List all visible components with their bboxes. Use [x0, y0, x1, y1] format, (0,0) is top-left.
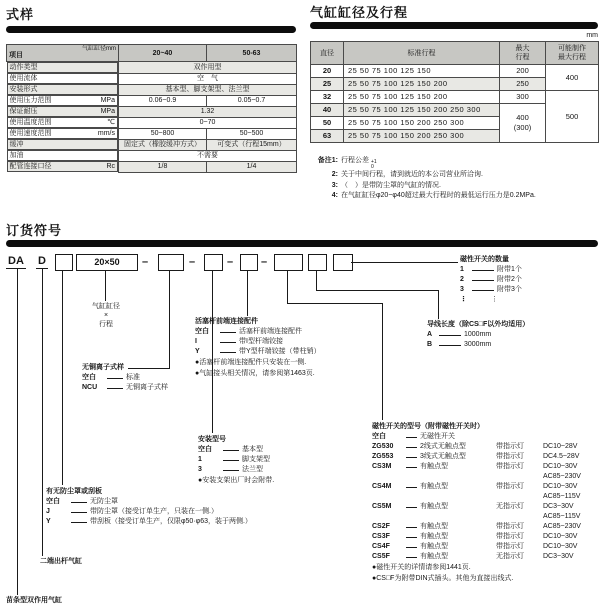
option-row: A 1000mm: [427, 331, 492, 338]
note-line: 4: 在气缸缸径φ20~φ40超过最大行程时的最低运行压力是0.2MPa.: [331, 192, 536, 199]
spec-table: [6, 44, 297, 173]
spec-diagonal-header-cell: [7, 45, 119, 62]
option-row: 1 附带1个: [460, 266, 522, 273]
bore-section-title: 气缸缸径及行程: [310, 5, 409, 20]
bore-strokes-cell: 25 50 75 100 150 200 250 300: [344, 130, 500, 143]
switch-model-note: ●磁性开关的详情请参阅1441页.: [372, 564, 471, 571]
mounting-title: 安装型号: [198, 436, 226, 443]
leader-line: [105, 271, 106, 301]
spec-header-item: 项目: [9, 52, 23, 59]
note-line: 3: （ ）是带防尘罩的气缸的情况.: [331, 181, 441, 189]
bore-dia-cell: 50: [311, 117, 344, 130]
leader-line: [438, 290, 439, 319]
bore-dia-cell: 32: [311, 91, 344, 104]
bore-strokes-cell: 25 50 75 100 125 150: [344, 65, 500, 78]
dust-cover-title: 有无防尘罩或刮板: [46, 488, 102, 495]
option-row: CS5F 有触点型 无指示灯 DC3~30V: [372, 553, 574, 560]
spec-value-cell: 0~70: [119, 117, 297, 128]
double-rod-label: 二端出杆气缸: [40, 558, 82, 565]
spec-header-bore: 气缸缸径mm: [82, 46, 116, 52]
spec-label-cell: 缓冲: [7, 139, 119, 150]
switch-qty-title: 磁性开关的数量: [460, 256, 509, 263]
bore-header-std: 标准行程: [344, 42, 500, 65]
bore-header-max: 最大 行程: [500, 42, 546, 65]
leader-line: [287, 303, 382, 304]
table-row: [7, 117, 297, 128]
option-row: B 3000mm: [427, 341, 492, 348]
spec-label-cell: 安装形式: [7, 84, 119, 95]
option-row: CS2F 有触点型 带指示灯 AC85~230V: [372, 523, 581, 530]
spec-title-bar: [6, 26, 296, 33]
option-row: 空白 基本型: [198, 446, 263, 453]
spec-value-cell: 1.32: [119, 106, 297, 117]
code-box-rod-end: [240, 254, 258, 271]
option-row: CS4F 有触点型 带指示灯 DC10~30V: [372, 543, 578, 550]
code-separator: –: [188, 256, 196, 268]
bore-header-dia: 直径: [311, 42, 344, 65]
spec-value-cell: 可变式（行程15mm）: [207, 139, 297, 150]
order-title-bar: [6, 240, 598, 247]
bore-max-cell: 250: [500, 78, 546, 91]
spec-label-cell: 保证耐压 MPa: [7, 106, 119, 117]
option-row: 3 法兰型: [198, 466, 263, 473]
ncu-block: [82, 363, 168, 393]
rod-end-block: [195, 317, 321, 379]
dust-cover-block: [46, 487, 252, 527]
slim-type-label: 苗条型双作用气缸: [6, 597, 62, 604]
option-row: CS5M 有触点型 无指示灯 DC3~30V AC85~115V: [372, 503, 581, 520]
bore-max-cell: 200: [500, 65, 546, 78]
spec-label-cell: 使用流体: [7, 73, 119, 84]
order-section-title: 订货符号: [6, 223, 63, 238]
spec-section-title: 式样: [6, 7, 35, 22]
note-line: 备注1: 行程公差 +1 0: [317, 157, 377, 170]
option-row: 空白 活塞杆前端连接配件: [195, 328, 302, 335]
mounting-block: [198, 435, 274, 486]
spec-value-cell: 不需要: [119, 150, 297, 161]
code-box-switch-qty: [333, 254, 353, 271]
bore-dia-cell: 25: [311, 78, 344, 91]
mounting-note: ●安装支架出厂时会附带.: [198, 477, 275, 484]
option-row: CS3M 有触点型 带指示灯 DC10~30V AC85~230V: [372, 463, 581, 480]
leader-line: [247, 271, 248, 316]
ncu-title: 无铜离子式样: [82, 364, 124, 371]
tolerance-stack: +1 0: [371, 159, 377, 170]
option-row: 空白 标准: [82, 374, 140, 381]
code-separator: –: [141, 256, 149, 268]
spec-label-cell: 配管连接口径 Rc: [7, 161, 119, 172]
bore-dia-cell: 63: [311, 130, 344, 143]
table-row: [311, 91, 599, 104]
table-row: [7, 128, 297, 139]
option-row: 空白 无磁性开关: [372, 433, 455, 440]
bore-title-bar: [310, 22, 598, 29]
table-row: [7, 84, 297, 95]
option-row: ZG530 2线式无触点型 带指示灯 DC10~28V: [372, 443, 578, 450]
code-box-dust: [55, 254, 73, 271]
switch-qty-block: [460, 255, 522, 305]
lead-wire-block: [427, 320, 529, 350]
leader-line: [382, 303, 383, 420]
leader-line: [316, 290, 438, 291]
spec-label-cell: 加油: [7, 150, 119, 161]
spec-header-col2: 50-63: [207, 45, 297, 62]
spec-label-cell: 使用温度范围 ℃: [7, 117, 119, 128]
option-row: ⋮ ⋮: [460, 296, 498, 303]
bore-strokes-cell: 25 50 75 100 125 150 200: [344, 78, 500, 91]
table-row: [7, 106, 297, 117]
option-row: CS3F 有触点型 带指示灯 DC10~30V: [372, 533, 578, 540]
spec-value-cell: 基本型、脚支架型、法兰型: [119, 84, 297, 95]
leader-line: [62, 271, 63, 485]
spec-value-cell: 固定式（橡胶缓冲方式）: [119, 139, 207, 150]
code-box-mounting: [204, 254, 223, 271]
note-line: 2: 关于中间行程，请到就近的本公司营业所洽询.: [331, 171, 483, 178]
table-row: [7, 73, 297, 84]
code-box-switch-model: [274, 254, 303, 271]
option-row: NCU 无铜离子式样: [82, 384, 168, 391]
bore-table: [310, 41, 599, 143]
switch-model-block: [372, 422, 600, 584]
leader-line: [316, 271, 317, 290]
bore-stroke-label: 气缸缸径 × 行程: [92, 303, 120, 328]
leader-line: [169, 271, 170, 369]
leader-line: [17, 268, 18, 595]
table-row: [7, 139, 297, 150]
spec-value-cell: 空 气: [119, 73, 297, 84]
code-rod: D: [38, 255, 46, 267]
table-row: [7, 161, 297, 172]
switch-model-note: ●CS□F为附带DIN式插头。其他为直接出线式.: [372, 575, 514, 582]
leader-line: [287, 271, 288, 303]
option-row: 空白 无防尘罩: [46, 498, 118, 505]
option-row: 2 附带2个: [460, 276, 522, 283]
bore-max-cell: 400 (300): [500, 104, 546, 143]
bore-dia-cell: 40: [311, 104, 344, 117]
spec-value-cell: 50~800: [119, 128, 207, 139]
leader-line: [351, 262, 458, 263]
bore-max-cell: 300: [500, 91, 546, 104]
spec-value-cell: 双作用型: [119, 62, 297, 74]
spec-label-cell: 使用速度范围 mm/s: [7, 128, 119, 139]
bore-table-unit: mm: [586, 32, 598, 39]
option-row: 1 脚支架型: [198, 456, 270, 463]
bore-strokes-cell: 25 50 75 100 125 150 200: [344, 91, 500, 104]
code-box-bore-stroke: 20×50: [76, 254, 138, 271]
spec-value-cell: 50~500: [207, 128, 297, 139]
option-row: Y 带刮板（接受订单生产，仅限φ50·φ63，装于两侧.）: [46, 518, 252, 525]
table-row: [7, 95, 297, 106]
table-row: [7, 62, 297, 74]
rod-end-title: 活塞杆前端连接配件: [195, 318, 258, 325]
option-row: I 带I型杆端铰接: [195, 338, 283, 345]
lead-wire-title: 导线长度（除CS□F以外均适用）: [427, 321, 530, 328]
option-row: CS4M 有触点型 带指示灯 DC10~30V AC85~115V: [372, 483, 581, 500]
rod-end-note: ●气缸接头相关情况，请参阅第1463页.: [195, 370, 315, 377]
bore-mfg-cell: 500: [546, 91, 599, 143]
spec-header-row: [7, 45, 297, 62]
code-model: DA: [8, 255, 24, 267]
spec-value-cell: 0.05~0.7: [207, 95, 297, 106]
code-separator: –: [260, 256, 268, 268]
spec-label-cell: 动作类型: [7, 62, 119, 73]
spec-value-cell: 0.06~0.9: [119, 95, 207, 106]
code-box-lead-wire: [308, 254, 327, 271]
table-row: [311, 65, 599, 78]
bore-header-row: [311, 42, 599, 65]
option-row: ZG553 3线式无触点型 带指示灯 DC4.5~28V: [372, 453, 580, 460]
bore-dia-cell: 20: [311, 65, 344, 78]
switch-model-title: 磁性开关的型号（附带磁性开关时）: [372, 423, 484, 430]
bore-mfg-cell: 400: [546, 65, 599, 91]
option-row: J 带防尘罩（接受订单生产，只装在一侧.）: [46, 508, 218, 515]
code-separator: –: [226, 256, 234, 268]
spec-value-cell: 1/8: [119, 161, 207, 172]
rod-end-note: ●活塞杆前端连接配件只安装在一侧.: [195, 359, 307, 366]
bore-header-mfg: 可能制作 最大行程: [546, 42, 599, 65]
option-row: 3 附带3个: [460, 286, 522, 293]
option-row: Y 带Y型杆端铰接（带柱销）: [195, 348, 321, 355]
spec-value-cell: 1/4: [207, 161, 297, 172]
bore-strokes-cell: 25 50 75 100 150 200 250 300: [344, 117, 500, 130]
bore-strokes-cell: 25 50 75 100 125 150 200 250 300: [344, 104, 500, 117]
spec-header-col1: 20~40: [119, 45, 207, 62]
bore-notes: [312, 156, 600, 202]
leader-line: [42, 268, 43, 556]
spec-label-cell: 使用压力范围 MPa: [7, 95, 119, 106]
code-box-ncu: [158, 254, 184, 271]
table-row: [7, 150, 297, 161]
